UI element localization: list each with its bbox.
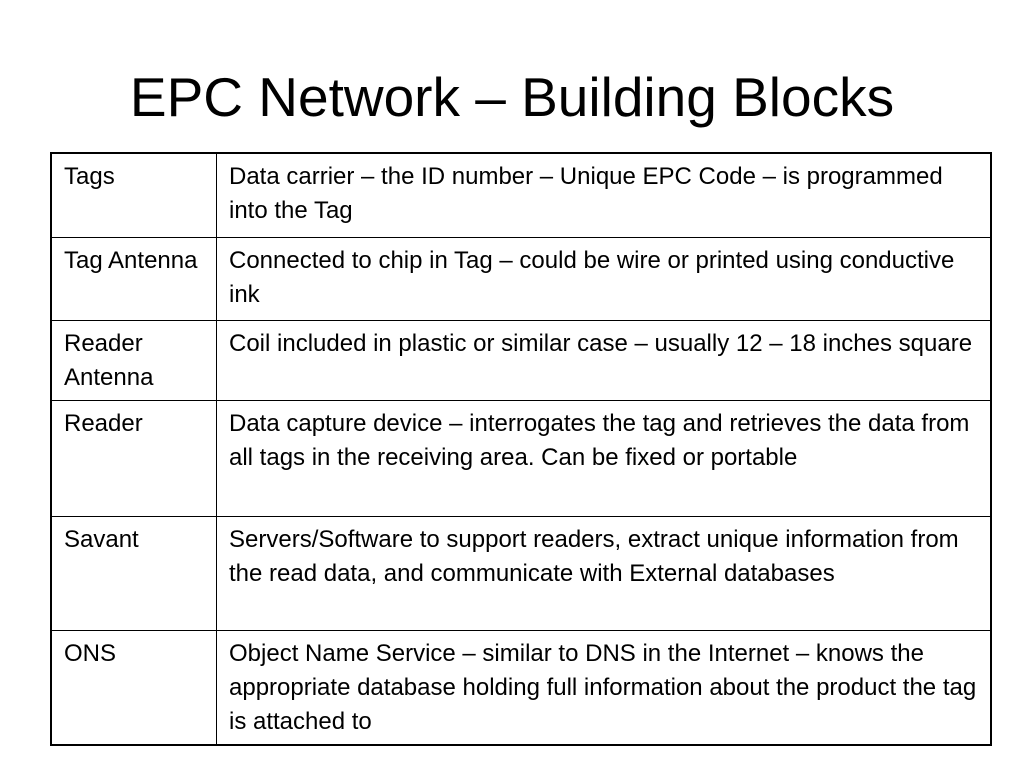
description-cell: Data carrier – the ID number – Unique EPC Code – is programmed into the Tag xyxy=(217,153,992,238)
term-cell: Reader xyxy=(51,401,217,517)
table-row-ons xyxy=(51,631,991,746)
table-row-tags xyxy=(51,153,991,238)
table-row-reader-antenna xyxy=(51,321,991,401)
description-cell: Object Name Service – similar to DNS in the Internet – knows the appropriate database holding full information about the product the tag is attached to xyxy=(217,631,992,746)
term-cell: Reader Antenna xyxy=(51,321,217,401)
building-blocks-table xyxy=(50,152,992,746)
description-cell: Connected to chip in Tag – could be wire or printed using conductive ink xyxy=(217,238,992,321)
description-cell: Servers/Software to support readers, extract unique information from the read data, and communicate with External databases xyxy=(217,517,992,631)
term-cell: Tag Antenna xyxy=(51,238,217,321)
table-row-tag-antenna xyxy=(51,238,991,321)
table-row-reader xyxy=(51,401,991,517)
term-cell: Tags xyxy=(51,153,217,238)
term-cell: Savant xyxy=(51,517,217,631)
description-cell: Coil included in plastic or similar case – usually 12 – 18 inches square xyxy=(217,321,992,401)
description-cell: Data capture device – interrogates the tag and retrieves the data from all tags in the receiving area. Can be fixed or portable xyxy=(217,401,992,517)
term-cell: ONS xyxy=(51,631,217,746)
slide-title: EPC Network – Building Blocks xyxy=(129,66,895,128)
table-row-savant xyxy=(51,517,991,631)
